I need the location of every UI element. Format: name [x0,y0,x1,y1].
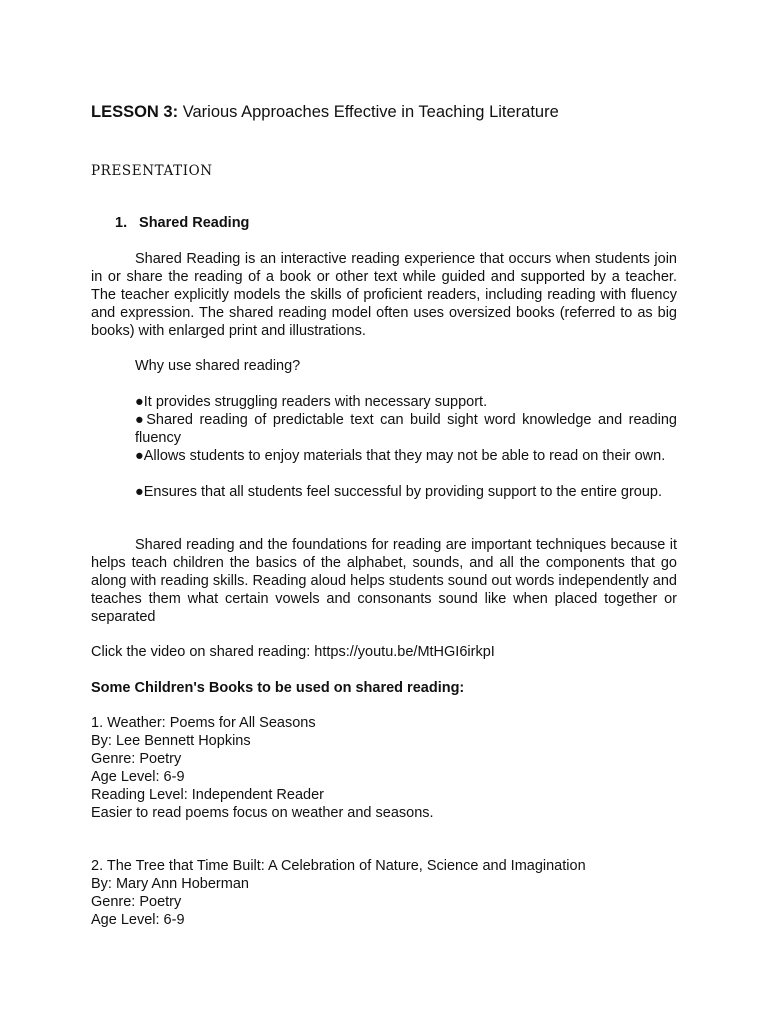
book-description: Easier to read poems focus on weather and seasons. [91,805,434,821]
bullet-item: ●Allows students to enjoy materials that they may not be able to read on their own. [135,448,666,464]
intro-paragraph: Shared Reading is an interactive reading experience that occurs when students join in or share the reading of a book or other text while guided and supported by a teacher. The teacher explicitly models the skills of proficient readers, including reading with fluency and expression. The shared reading model often uses oversized books (referred to as big books) with enlarged print and illustrations. [91,251,677,339]
video-link-line[interactable]: Click the video on shared reading: https://youtu.be/MtHGI6irkpI [91,644,495,660]
book-reading-level: Reading Level: Independent Reader [91,787,324,803]
foundations-paragraph: Shared reading and the foundations for reading are important techniques because it helps teach children the basics of the alphabet, sounds, and all the components that go along with reading skills. Reading aloud helps students sound out words independently and teaches them what certain vowels and consonants sound like when placed together or separated [91,537,677,625]
bullet-item: ●Ensures that all students feel successful by providing support to the entire group. [135,484,663,500]
lesson-label: LESSON 3: [91,103,179,121]
section-heading: PRESENTATION [91,163,213,179]
book-genre: Genre: Poetry [91,751,182,767]
lesson-title [91,101,559,123]
bullet-item: ●It provides struggling readers with necessary support. [135,394,488,410]
book-age-level: Age Level: 6-9 [91,912,185,928]
subheading-number: 1. [115,215,128,231]
book-author: By: Lee Bennett Hopkins [91,733,251,749]
subheading-text: Shared Reading [139,215,250,231]
lesson-title-text: Various Approaches Effective in Teaching Literature [182,103,559,121]
books-heading: Some Children's Books to be used on shared reading: [91,680,465,696]
bullet-item: ●Shared reading of predictable text can build sight word knowledge and reading fluency [135,412,677,446]
book-genre: Genre: Poetry [91,894,182,910]
subheading [115,213,249,233]
book-age-level: Age Level: 6-9 [91,769,185,785]
book-title: 1. Weather: Poems for All Seasons [91,715,316,731]
why-question: Why use shared reading? [135,358,301,374]
book-title: 2. The Tree that Time Built: A Celebration of Nature, Science and Imagination [91,858,586,874]
book-author: By: Mary Ann Hoberman [91,876,249,892]
